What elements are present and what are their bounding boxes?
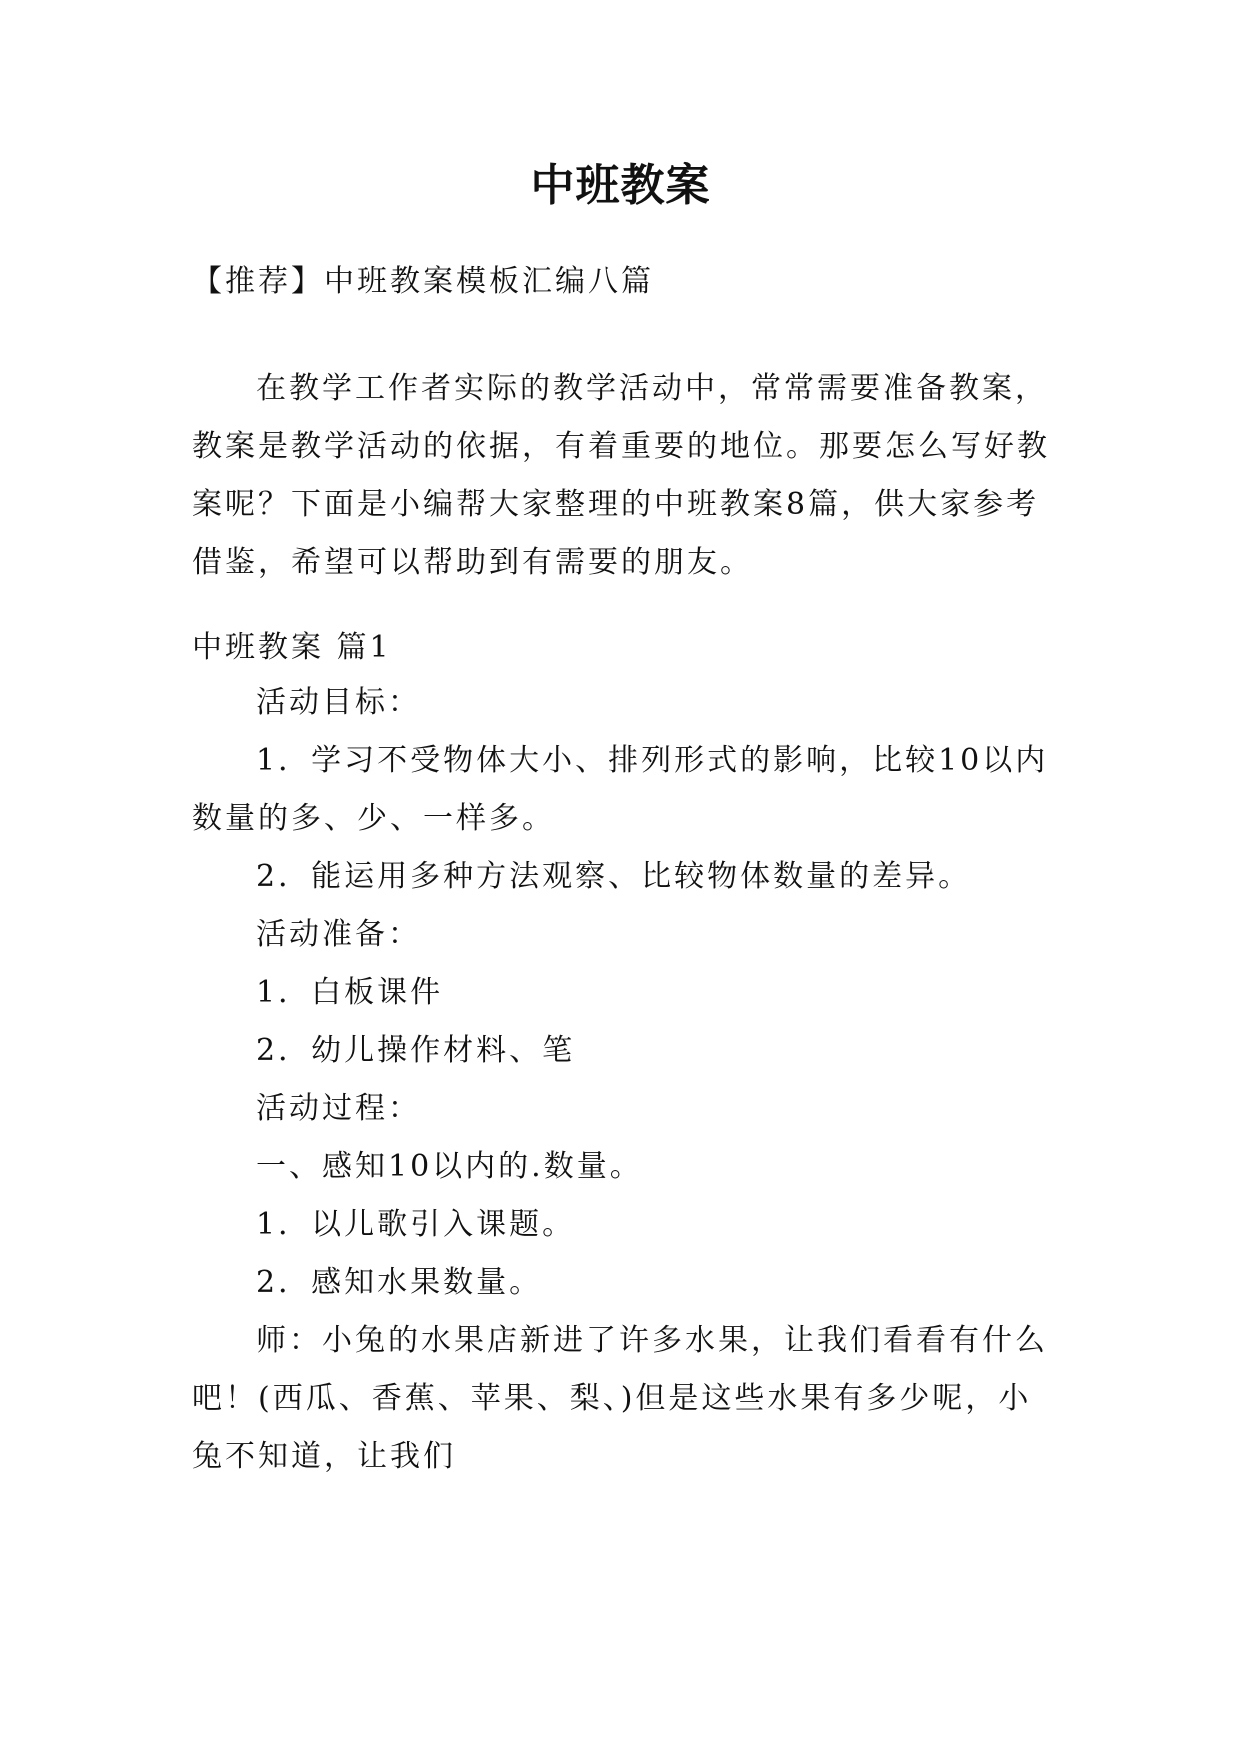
goal-1-line-2: 数量的多、少、一样多。 (192, 801, 555, 836)
section-heading: 中班教案 篇1 (192, 630, 392, 665)
step-2: 2．感知水果数量。 (256, 1265, 543, 1300)
prep-item-2: 2．幼儿操作材料、笔 (256, 1033, 576, 1068)
document-title: 中班教案 (530, 160, 711, 211)
prep-heading: 活动准备： (256, 917, 421, 952)
step-one: 一、感知10以内的.数量。 (256, 1149, 643, 1184)
step-1: 1．以儿歌引入课题。 (256, 1207, 576, 1242)
document-subtitle: 【推荐】中班教案模板汇编八篇 (192, 264, 654, 299)
teacher-line-1: 师：小兔的水果店新进了许多水果，让我们看看有什么 (256, 1323, 1048, 1358)
intro-paragraph: 在教学工作者实际的教学活动中，常常需要准备教案，教案是教学活动的依据，有着重要的地位。那要怎么写好教案呢？下面是小编帮大家整理的中班教案8篇，供大家参考借鉴，希望可以帮助到有需要的朋友。 (192, 371, 1050, 580)
goal-1-line-1: 1．学习不受物体大小、排列形式的影响，比较10以内 (256, 743, 1049, 778)
goals-heading: 活动目标： (256, 685, 421, 720)
teacher-line-2: 吧！(西瓜、香蕉、苹果、梨、)但是这些水果有多少呢，小 (192, 1381, 1032, 1416)
teacher-line-3: 兔不知道，让我们 (192, 1439, 456, 1474)
goal-2: 2．能运用多种方法观察、比较物体数量的差异。 (256, 859, 972, 894)
process-heading: 活动过程： (256, 1091, 421, 1126)
prep-item-1: 1．白板课件 (256, 975, 444, 1010)
